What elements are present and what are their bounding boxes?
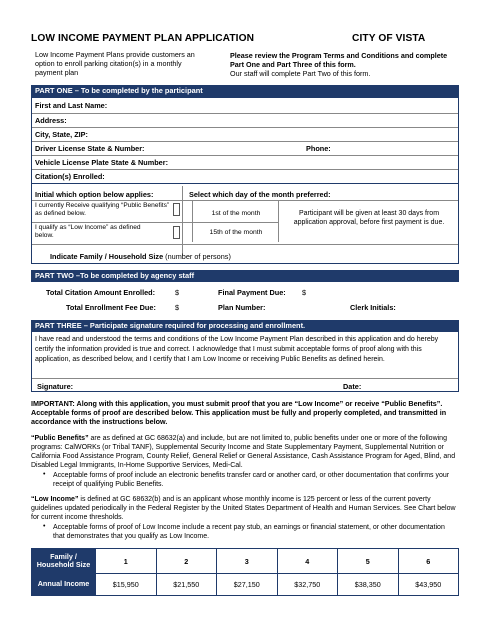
driver-license-label: Driver License State & Number: xyxy=(35,144,145,153)
final-payment-dollar: $ xyxy=(302,288,307,297)
part-two-heading: PART TWO –To be completed by agency staff xyxy=(31,270,459,282)
public-benefits-term: “Public Benefits” xyxy=(31,435,89,442)
table-size-cell: 2 xyxy=(156,549,217,574)
day-option-15th-label: 15th of the month xyxy=(209,229,263,236)
plan-number-label: Plan Number: xyxy=(218,303,266,312)
citations-field[interactable] xyxy=(32,170,458,184)
license-plate-field[interactable] xyxy=(32,156,458,170)
table-size-cell: 4 xyxy=(277,549,338,574)
city-name: CITY OF VISTA xyxy=(352,33,426,44)
name-label: First and Last Name: xyxy=(35,101,108,110)
final-payment-due-label: Final Payment Due: xyxy=(218,288,286,297)
intro-description: Low Income Payment Plans provide customers an option to enroll parking citation(s) in a monthly payment plan xyxy=(35,50,195,78)
part-one-heading: PART ONE – To be completed by the participant xyxy=(31,85,459,97)
important-notice: IMPORTANT: Along with this application, you must submit proof that you are “Low Income” or receive “Public Benefits”. Acceptable forms of proof are described below. This application must be fully and properly completed, and transmitted in accordance with the instructions below. xyxy=(31,399,447,427)
table-size-cell: 1 xyxy=(96,549,157,574)
table-income-cell: $38,350 xyxy=(338,574,399,596)
enrollment-fee-dollar: $ xyxy=(175,303,180,312)
bullet-icon: • xyxy=(43,471,46,478)
divider xyxy=(32,378,458,379)
option-public-benefits-initial[interactable] xyxy=(173,203,180,216)
city-state-zip-label: City, State, ZIP: xyxy=(35,130,88,139)
total-citation-dollar: $ xyxy=(175,288,180,297)
option-low-income-initial[interactable] xyxy=(173,226,180,239)
license-plate-label: Vehicle License Plate State & Number: xyxy=(35,158,169,167)
family-size-note: (number of persons) xyxy=(165,252,231,261)
table-size-cell: 3 xyxy=(217,549,278,574)
income-threshold-table xyxy=(31,548,459,596)
date-field[interactable] xyxy=(343,382,361,391)
table-size-cell: 5 xyxy=(338,549,399,574)
family-size-label: Indicate Family / Household Size xyxy=(50,252,164,261)
table-row xyxy=(32,574,459,596)
family-size-field[interactable] xyxy=(50,252,231,261)
citations-label: Citation(s) Enrolled: xyxy=(35,172,105,181)
divider xyxy=(32,200,458,201)
day-option-15th[interactable] xyxy=(194,229,278,236)
table-income-cell: $21,550 xyxy=(156,574,217,596)
option-public-benefits: I currently Receive qualifying “Public Benefits” as defined below. xyxy=(35,202,170,218)
total-citation-amount-label: Total Citation Amount Enrolled: xyxy=(46,288,156,297)
name-field[interactable] xyxy=(32,101,458,114)
table-income-cell: $27,150 xyxy=(217,574,278,596)
part-three-heading: PART THREE – Participate signature required for processing and enrollment. xyxy=(31,320,459,332)
table-income-cell: $15,950 xyxy=(96,574,157,596)
clerk-initials-label: Clerk Initials: xyxy=(350,303,396,312)
address-field[interactable] xyxy=(32,114,458,128)
table-header-family-size: Family / Household Size xyxy=(32,549,96,574)
low-income-definition xyxy=(31,495,463,522)
part-one-box xyxy=(31,97,459,264)
day-heading: Select which day of the month preferred: xyxy=(189,190,331,199)
bullet-icon: • xyxy=(43,523,46,530)
divider xyxy=(183,222,279,223)
public-benefits-proof: Acceptable forms of proof include an electronic benefits transfer card or another card, or other documentation that confirms your receipt of qualifying Public Benefits. xyxy=(53,472,450,488)
options-heading: Initial which option below applies: xyxy=(35,190,154,199)
driver-license-field[interactable] xyxy=(32,142,458,156)
divider xyxy=(32,244,458,245)
low-income-text: is defined at GC 68632(b) and is an applicant whose monthly income is 125 percent or less of the current poverty guidelines updated periodically in the Federal Register by the United States Department of Health and Human Services. See Chart below for current income thresholds. xyxy=(31,496,456,521)
divider xyxy=(278,200,279,242)
divider xyxy=(192,200,193,242)
day-option-1st[interactable] xyxy=(194,210,278,217)
table-row xyxy=(32,549,459,574)
low-income-term: “Low Income” xyxy=(31,496,79,503)
city-state-zip-field[interactable] xyxy=(32,128,458,142)
table-income-cell: $43,950 xyxy=(398,574,459,596)
divider xyxy=(182,186,183,256)
signature-field[interactable] xyxy=(37,382,73,391)
low-income-proof: Acceptable forms of proof of Low Income include a recent pay stub, an earnings or financial statement, or other documentation that demonstrates that you qualify as Low Income. xyxy=(53,524,445,540)
day-option-1st-label: 1st of the month xyxy=(211,210,261,217)
address-label: Address: xyxy=(35,116,67,125)
public-benefits-text: are as defined at GC 68632(a) and include, but are not limited to, public benefits under one or more of the following programs: CalWORKs (or Tribal TANF), Supplemental Security Income and State Supplementary Payment, Supplemental Nutrition or California Food Assistance Program, County Relief, General Relief or General Assistance, Cash Assistance Program for Aged, Blind, and Disabled Legal Immigrants, In-Home Supportive Services, Medi-Cal. xyxy=(31,435,456,469)
option-low-income: I qualify as “Low Income” as defined below. xyxy=(35,224,141,240)
phone-label: Phone: xyxy=(306,144,331,153)
total-enrollment-fee-label: Total Enrollment Fee Due: xyxy=(66,303,156,312)
table-size-cell: 6 xyxy=(398,549,459,574)
table-header-annual-income: Annual Income xyxy=(32,574,96,596)
intro-instructions-plain: Our staff will complete Part Two of this form. xyxy=(230,69,371,79)
divider xyxy=(32,222,184,223)
public-benefits-definition xyxy=(31,434,463,470)
intro-instructions-bold: Please review the Program Terms and Conditions and complete Part One and Part Three of this form. xyxy=(230,51,448,70)
table-income-cell: $32,750 xyxy=(277,574,338,596)
intro-instructions xyxy=(230,51,455,79)
signature-label: Signature: xyxy=(37,382,74,391)
certification-text: I have read and understood the terms and conditions of the Low Income Payment Plan described in this application and do hereby certify the information provided is true and correct. I acknowledge that I must submit acceptable forms of proof along with this application, as described below, and I certify that I am Low Income or receiving Public Benefits as defined herein. xyxy=(35,336,439,364)
form-title: LOW INCOME PAYMENT PLAN APPLICATION xyxy=(31,33,255,44)
payment-notice: Participant will be given at least 30 days from application approval, before first payment is due. xyxy=(293,210,445,226)
date-label: Date: xyxy=(343,382,362,391)
